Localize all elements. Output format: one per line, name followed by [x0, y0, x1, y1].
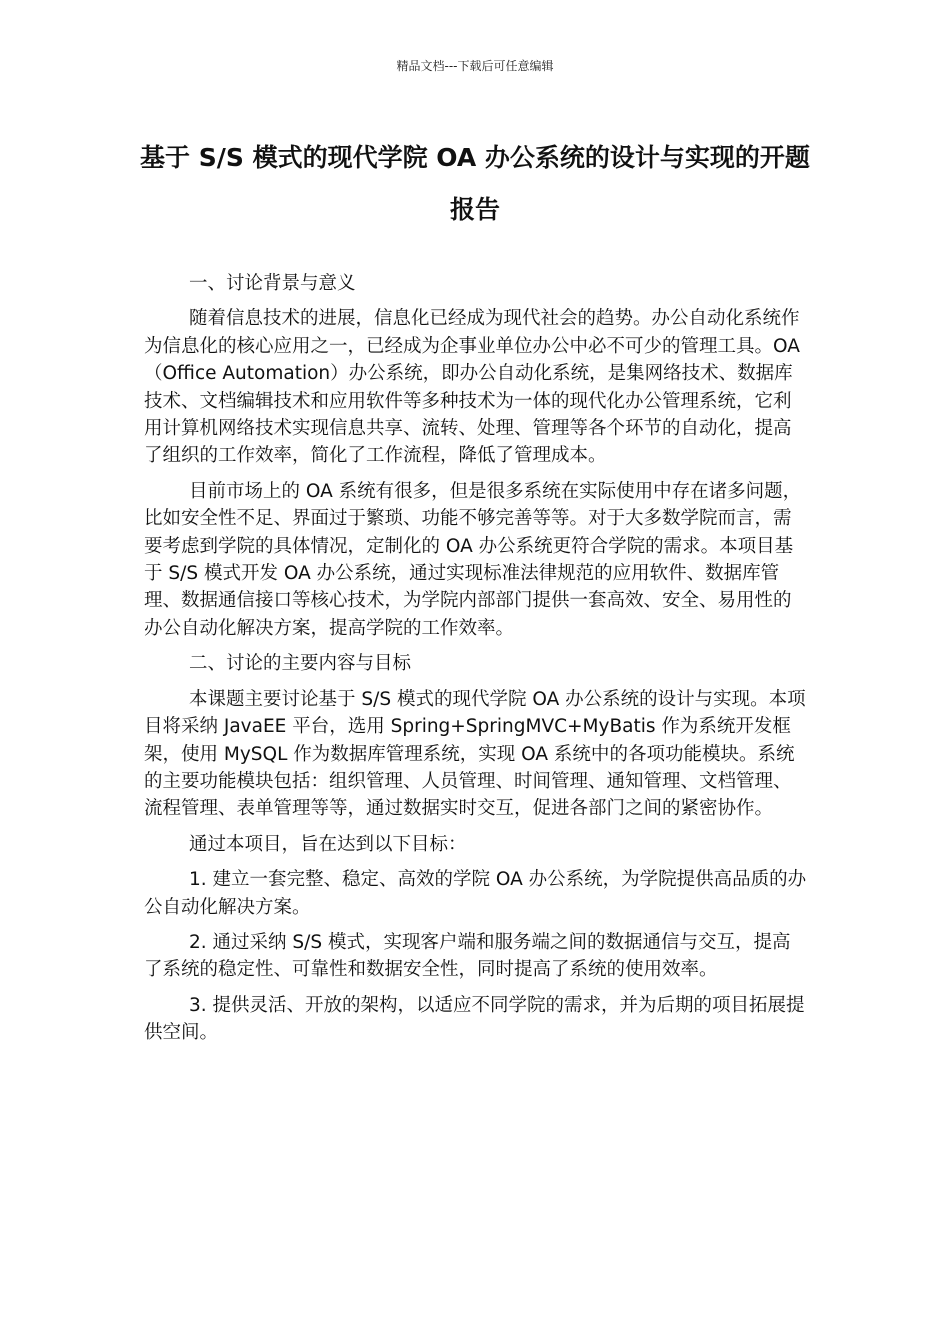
- section-heading-background: 一、讨论背景与意义: [189, 273, 356, 294]
- section-heading-content: 二、讨论的主要内容与目标: [189, 653, 412, 675]
- paragraph-background-2: 目前市场上的 OA 系统有很多，但是很多系统在实际使用中存在诸多问题，比如安全性不足、界面过于繁琐、功能不够完善等等。对于大多数学院而言，需要考虑到学院的具体情况，定制化的 OA 办公系统更符合学院的需求。本项目基于 S/S 模式开发 OA 办公系统，通过实现标准法律规范的应用软件、数据库管理、数据通信接口等核心技术，为学院内部部门提供一套高效、安全、易用性的办公自动化解决方案，提高学院的工作效率。: [144, 480, 802, 639]
- goal-item-2: 2. 通过采纳 S/S 模式，实现客户端和服务端之间的数据通信与交互，提高了系统的稳定性、可靠性和数据安全性，同时提高了系统的使用效率。: [144, 931, 791, 981]
- paragraph-background-1: 随着信息技术的进展，信息化已经成为现代社会的趋势。办公自动化系统作为信息化的核心应用之一，已经成为企事业单位办公中必不可少的管理工具。OA（Office Automation）办公系统，即办公自动化系统，是集网络技术、数据库技术、文档编辑技术和应用软件等多种技术为一体的现代化办公管理系统，它利用计算机网络技术实现信息共享、流转、处理、管理等各个环节的自动化，提高了组织的工作效率，简化了工作流程，降低了管理成本。: [144, 308, 800, 467]
- paragraph-goals-intro: 通过本项目，旨在达到以下目标：: [189, 833, 467, 855]
- paragraph-content-1: 本课题主要讨论基于 S/S 模式的现代学院 OA 办公系统的设计与实现。本项目将采纳 JavaEE 平台，选用 Spring+SpringMVC+MyBatis 作为系统开发框架，使用 MySQL 作为数据库管理系统，实现 OA 系统中的各项功能模块。系统的主要功能模块包括：组织管理、人员管理、时间管理、通知管理、文档管理、流程管理、表单管理等等，通过数据实时交互，促进各部门之间的紧密协作。: [144, 688, 806, 820]
- goal-item-3: 3. 提供灵活、开放的架构，以适应不同学院的需求，并为后期的项目拓展提供空间。: [144, 994, 805, 1044]
- page-header: 精品文档---下载后可任意编辑: [396, 59, 554, 73]
- document-body: [144, 270, 808, 1055]
- document-title: 基于 S/S 模式的现代学院 OA 办公系统的设计与实现的开题报告: [140, 143, 810, 224]
- goal-item-1: 1. 建立一套完整、稳定、高效的学院 OA 办公系统，为学院提供高品质的办公自动化解决方案。: [144, 869, 807, 918]
